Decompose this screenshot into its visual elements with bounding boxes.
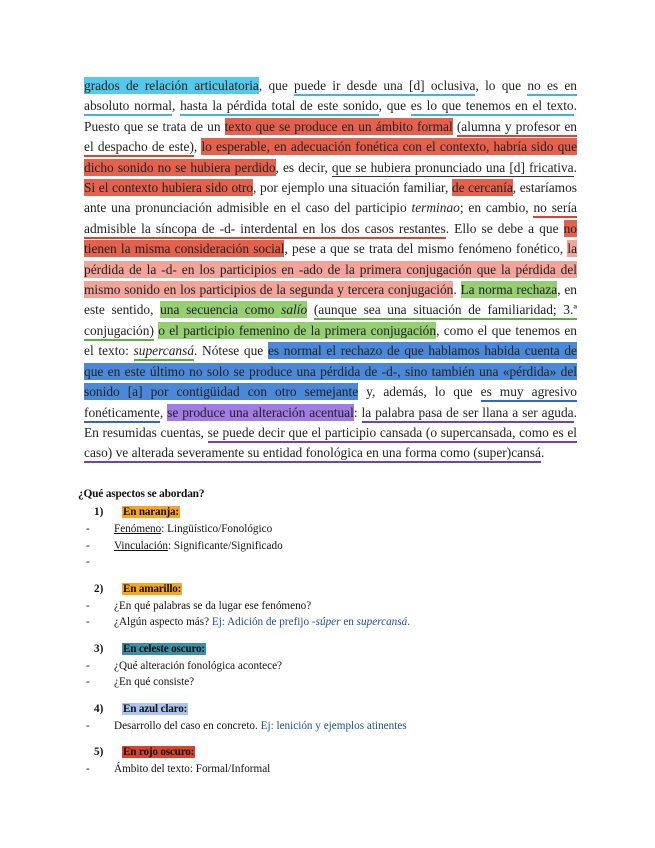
passage-text: , que (258, 78, 295, 93)
questions-title: ¿Qué aspectos se abordan? (78, 488, 205, 500)
passage-text: . Nótese que (194, 343, 268, 359)
item-text (114, 614, 410, 631)
section-darkred (84, 746, 584, 778)
section-teal (84, 643, 584, 691)
section-number: 3) (94, 642, 104, 655)
list-item (84, 538, 584, 555)
section-heading (84, 583, 584, 595)
section-orange (84, 506, 584, 571)
item-term: Fenómeno (114, 523, 162, 535)
item-text (114, 674, 194, 691)
list-item (84, 614, 584, 631)
item-text (114, 598, 311, 615)
passage-text: , (193, 139, 202, 155)
sections-container (84, 506, 584, 778)
section-heading (84, 643, 584, 655)
passage-text: , que (378, 98, 411, 114)
highlighted-text-purple: se produce una alteración acentual (167, 404, 354, 420)
passage-text: , pese a que se trata del mismo fenómeno fonético, (284, 241, 568, 257)
section-heading (84, 746, 584, 758)
highlighted-text-green: La norma rechaza (460, 282, 558, 298)
item-body: Desarrollo del caso en concreto. (114, 719, 261, 732)
section-label: En celeste oscuro: (123, 642, 205, 655)
passage-text: . Ello se debe a que (445, 220, 564, 236)
highlighted-text-blue: es normal el rechazo de que hablamos habida cuenta de que en este último no solo se produce una pérdida de -d-, sino también una «pérdida» del sonido [a] por contigüidad con otro semejante (84, 343, 577, 400)
questions-list (78, 488, 584, 790)
highlighted-text-red: de cercanía (451, 180, 513, 196)
passage-text: . (540, 445, 545, 461)
bullet-dash: - (86, 556, 90, 568)
section-heading (84, 506, 584, 518)
section-label: En azul claro: (123, 702, 188, 715)
list-item (84, 598, 584, 615)
section-label: En naranja: (123, 506, 179, 518)
item-text (114, 521, 272, 538)
item-example: Ej: lenición y ejemplos atinentes (260, 719, 407, 732)
bullet-dash: - (86, 676, 90, 688)
passage-text: , estaríamos ante una pronunciación admisible en el caso del participio (84, 180, 577, 216)
passage-text: : (353, 404, 362, 420)
passage-text: . (573, 159, 577, 175)
item-body: ¿En qué consiste? (114, 676, 195, 688)
underlined-text-purple: se puede decir que el participio cansada (o supercansada, como es el caso) ve alterada severamente su entidad fonológica en una forma como (super)cansá (84, 424, 577, 463)
passage-text: ; en cambio, (459, 200, 534, 216)
section-label: En rojo oscuro: (123, 746, 195, 758)
list-item (84, 658, 584, 675)
item-body: : Significante/Significado (168, 539, 283, 552)
passage-text: , es decir, (275, 159, 332, 175)
highlighted-text-pink: la pérdida de la -d- en los participios en -ado de la primera conjugación que la pérdida del mismo sonido en los participios de la segunda y tercera conjugación (84, 241, 578, 298)
section-heading (84, 703, 584, 715)
section-number: 1) (94, 506, 104, 518)
item-body: ¿Qué alteración fonológica acontece? (114, 659, 283, 672)
list-item (84, 674, 584, 691)
highlighted-text-green: o el participio femenino de la primera conjugación (158, 322, 437, 338)
passage-text: , (159, 404, 168, 420)
highlighted-text-green: salío (281, 302, 308, 318)
section-lightblue (84, 703, 584, 735)
underlined-text-green: supercansá (134, 342, 195, 361)
highlighted-text-red: Si el contexto hubiera sido otro (84, 180, 254, 196)
bullet-dash: - (86, 599, 90, 612)
passage-text: , (172, 98, 181, 114)
item-text (114, 718, 407, 735)
section-yellow (84, 583, 584, 631)
highlighted-text-red: no tienen la misma consideración social (84, 220, 577, 257)
highlighted-text-red: texto que se produce en un ámbito formal (224, 118, 453, 134)
item-example: Ej: Adición de prefijo - (211, 616, 316, 628)
list-item (84, 554, 584, 571)
underlined-text-purple: la palabra pasa de ser llana a ser aguda (362, 404, 574, 423)
highlighted-passage (84, 76, 577, 464)
section-number: 5) (94, 746, 104, 758)
item-term: Vinculación (114, 539, 169, 552)
underlined-text-cyan: puede ir desde una [d] oclusiva (294, 77, 475, 96)
passage-text: , por ejemplo una situación familiar, (253, 180, 452, 196)
item-body: Ámbito del texto: Formal/Informal (114, 763, 271, 775)
underlined-text-blue: es muy agresivo fonéticamente (84, 383, 577, 422)
bullet-dash: - (86, 616, 90, 628)
item-body: ¿Algún aspecto más? (114, 616, 212, 628)
item-text (114, 538, 283, 555)
underlined-text-red: (alumna y profesor en el despacho de este) (84, 118, 577, 157)
highlighted-text-cyan: grados de relación articulatoria (84, 78, 259, 93)
section-label: En amarillo: (123, 582, 182, 595)
passage-text: , en este sentido, (84, 282, 578, 318)
bullet-dash: - (86, 719, 90, 732)
bullet-dash: - (86, 523, 90, 535)
item-example: súper (315, 616, 341, 628)
underlined-text-cyan: no es en absoluto normal (84, 77, 577, 116)
passage-text: terminao (411, 200, 460, 216)
section-number: 4) (94, 702, 104, 715)
list-item (84, 761, 584, 778)
item-example: supercansá (356, 616, 408, 628)
item-example: en (340, 616, 357, 628)
bullet-dash: - (86, 763, 90, 775)
underlined-text-cyan: hasta la pérdida total de este sonido (180, 97, 379, 116)
item-example: . (407, 616, 411, 628)
passage-text: , lo que (475, 78, 528, 93)
passage-text: . Puesto que se trata de un (84, 98, 577, 134)
passage-text: . En resumidas cuentas, (84, 404, 577, 440)
bullet-dash: - (86, 659, 90, 672)
passage-text: , como el que tenemos en el texto: (84, 322, 577, 359)
passage-text (307, 301, 314, 318)
item-body: : Lingüístico/Fonológico (161, 523, 273, 535)
underlined-text-gray: que se hubiera pronunciado una [d] fricativa (331, 159, 574, 175)
highlighted-text-red: lo esperable, en adecuación fonética con el contexto, habría sido que dicho sonido no se hubiera perdido (84, 139, 578, 175)
item-body: ¿En qué palabras se da lugar ese fenómeno? (114, 599, 312, 612)
highlighted-text-green: una secuencia como (160, 302, 282, 318)
list-item (84, 521, 584, 538)
item-text (114, 658, 282, 675)
item-text (114, 761, 270, 778)
passage-text: . (453, 282, 461, 298)
list-item (84, 718, 584, 735)
passage-text: y, además, lo que (358, 384, 481, 400)
underlined-text-red: no sería admisible la síncopa de -d- interdental en los dos casos restantes (84, 199, 577, 238)
underlined-text-cyan: es lo que tenemos en el texto (411, 97, 574, 116)
underlined-text-green: (aunque sea una situación de familiaridad; 3.ª conjugación) (84, 301, 577, 340)
bullet-dash: - (86, 539, 90, 552)
section-number: 2) (94, 582, 104, 595)
